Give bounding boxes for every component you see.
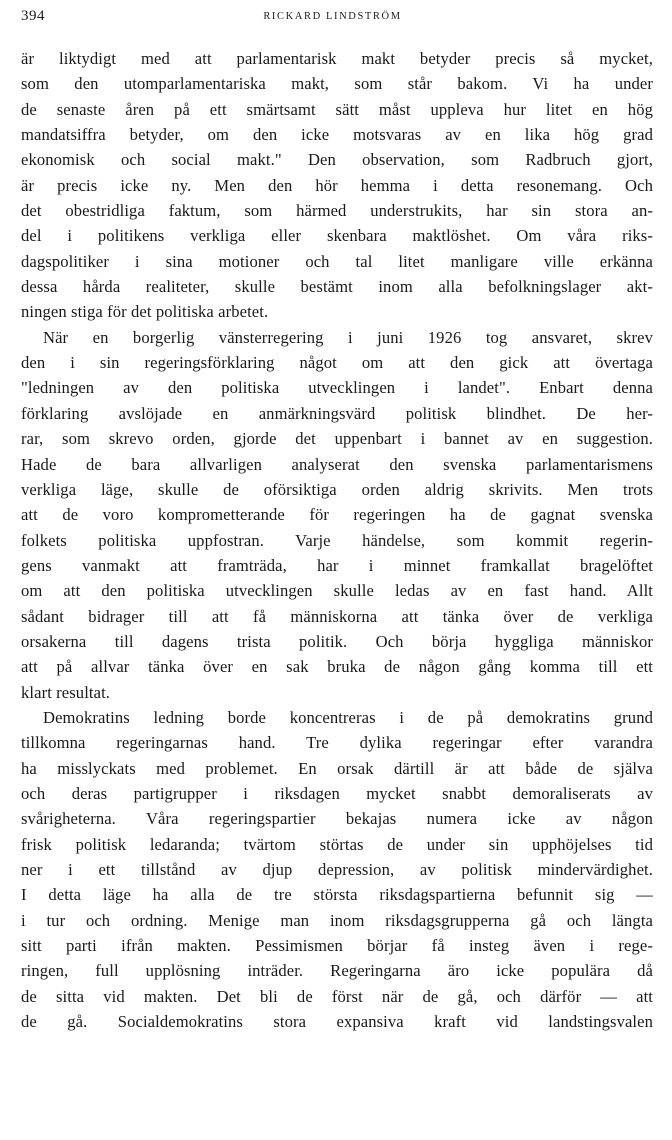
text-line: När en borgerlig vänsterregering i juni 1926 tog ansvaret, skrev: [43, 327, 653, 347]
text-line: i tur och ordning. Menige man inom riksdagsgrupperna gå och längta: [21, 910, 653, 930]
text-line: är precis icke ny. Men den hör hemma i detta resonemang. Och: [21, 175, 653, 195]
text-line: ha misslyckats med problemet. En orsak därtill är att både de själva: [21, 758, 653, 778]
text-line: "ledningen av den politiska utvecklingen i landet". Enbart denna: [21, 378, 653, 398]
page-number: 394: [21, 8, 45, 24]
text-line: att på allvar tänka över en sak bruka de någon gång komma till ett: [21, 657, 653, 677]
text-line: tillkomna regeringarnas hand. Tre dylika regeringar efter varandra: [21, 733, 653, 753]
text-line: dagspolitiker i sina motioner och tal litet manligare ville erkänna: [21, 251, 653, 271]
text-line: dessa hårda realiteter, skulle bestämt inom alla befolkningslager akt-: [21, 277, 653, 297]
text-line: Demokratins ledning borde koncentreras i de på demokratins grund: [43, 707, 653, 727]
text-line: rar, som skrevo orden, gjorde det uppenbart i bannet av en suggestion.: [21, 429, 653, 449]
text-line: den i sin regeringsförklaring något om att den gick att övertaga: [21, 353, 653, 373]
text-line: sitt parti ifrån makten. Pessimismen börjar få insteg även i rege-: [21, 936, 653, 956]
text-line: de senaste åren på ett smärtsamt sätt måst uppleva hur litet en hög: [21, 99, 653, 119]
running-head: [21, 8, 654, 28]
text-line: och deras partigrupper i riksdagen mycket snabbt demoraliserats av: [21, 783, 653, 803]
text-line: de sitta vid makten. Det bli de först när de gå, och därför — att: [21, 986, 653, 1006]
body-text: [21, 46, 653, 1034]
text-line: sådant bidrager till att få människorna att tänka över de verkliga: [21, 606, 653, 626]
running-title: RICKARD LINDSTRÖM: [263, 11, 402, 22]
text-line: verkliga läge, skulle de oförsiktiga orden aldrig skrivits. Men trots: [21, 479, 653, 499]
text-line: som den utomparlamentariska makt, som står bakom. Vi ha under: [21, 74, 653, 94]
text-line: ekonomisk och social makt." Den observation, som Radbruch gjort,: [21, 150, 653, 170]
text-line: att de voro komprometterande för regeringen ha de gagnat svenska: [21, 505, 653, 525]
text-line: I detta läge ha alla de tre största riksdagspartierna befunnit sig —: [21, 885, 653, 905]
text-line: det obestridliga faktum, som härmed understrukits, har sin stora an-: [21, 201, 653, 221]
text-line: om att den politiska utvecklingen skulle ledas av en fast hand. Allt: [21, 581, 653, 601]
text-line: ringen, full upplösning inträder. Regeringarna äro icke populära då: [21, 961, 653, 981]
text-line: gens vanmakt att framträda, har i minnet framkallat bragelöftet: [21, 555, 653, 575]
text-line: förklaring avslöjade en anmärkningsvärd politisk blindhet. De her-: [21, 403, 653, 423]
text-line: de gå. Socialdemokratins stora expansiva kraft vid landstingsvalen: [21, 1012, 653, 1032]
text-line: är liktydigt med att parlamentarisk makt betyder precis så mycket,: [21, 49, 653, 68]
text-line: frisk politisk ledaranda; tvärtom störtas de under sin upphöjelses tid: [21, 834, 653, 854]
text-line: svårigheterna. Våra regeringspartier bekajas numera icke av någon: [21, 809, 653, 829]
text-line: ner i ett tillstånd av djup depression, av politisk mindervärdighet.: [21, 860, 653, 879]
text-line: klart resultat.: [21, 682, 111, 702]
text-line: mandatsiffra betyder, om den icke motsvaras av en lika hög grad: [21, 125, 653, 145]
text-line: Hade de bara allvarligen analyserat den svenska parlamentarismens: [21, 454, 653, 474]
text-line: folkets politiska uppfostran. Varje händelse, som kommit regerin-: [21, 530, 653, 550]
text-line: ningen stiga för det politiska arbetet.: [21, 302, 269, 322]
text-line: del i politikens verkliga eller skenbara maktlöshet. Om våra riks-: [21, 226, 653, 246]
text-line: orsakerna till dagens trista politik. Och börja hyggliga människor: [21, 631, 653, 651]
